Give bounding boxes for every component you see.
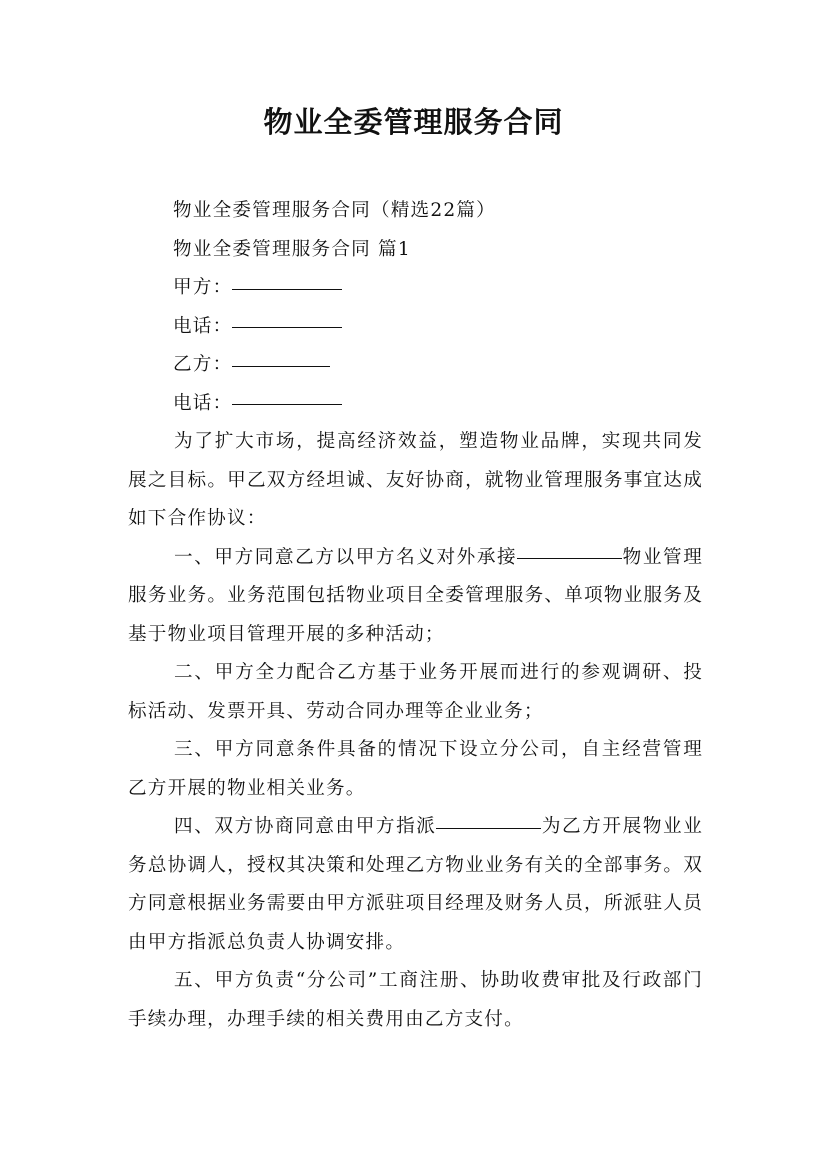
intro-paragraph: 为了扩大市场，提高经济效益，塑造物业品牌，实现共同发展之目标。甲乙双方经坦诚、友好协商，就物业管理服务事宜达成如下合作协议：: [128, 431, 703, 529]
party-a-blank: [232, 288, 342, 290]
party-a-label: 甲方：: [173, 277, 233, 298]
clause-1-before: 一、甲方同意乙方以甲方名义对外承接: [174, 546, 518, 568]
clause-1: [128, 539, 703, 655]
clause-1-blank: [517, 557, 622, 559]
clause-1-after: 物业管理服务业务。业务范围包括物业项目全委管理服务、单项物业服务及基于物业项目管理开展的多种活动；: [128, 546, 703, 645]
party-b-line: [128, 346, 703, 385]
clause-5: 五、甲方负责“分公司”工商注册、协助收费审批及行政部门手续办理，办理手续的相关费用由乙方支付。: [128, 970, 703, 1030]
clause-2: 二、甲方全力配合乙方基于业务开展而进行的参观调研、投标活动、发票开具、劳动合同办理等企业业务；: [128, 662, 703, 722]
phone-b-blank: [232, 403, 342, 405]
party-a-line: [128, 269, 703, 308]
phone-a-line: [128, 308, 703, 347]
chapter-heading: 物业全委管理服务合同 篇1: [173, 238, 411, 260]
phone-b-line: [128, 385, 703, 424]
clause-4-blank: [436, 827, 541, 829]
clause-3: 三、甲方同意条件具备的情况下设立分公司，自主经营管理乙方开展的物业相关业务。: [128, 739, 703, 799]
clause-4: [128, 808, 703, 962]
party-b-blank: [232, 365, 330, 367]
phone-a-label: 电话：: [173, 315, 233, 337]
party-b-label: 乙方：: [173, 354, 233, 375]
phone-a-blank: [232, 326, 342, 328]
document-body: [128, 192, 703, 1039]
clause-4-before: 四、双方协商同意由甲方指派: [174, 816, 437, 837]
subtitle-line: 物业全委管理服务合同（精选22篇）: [173, 200, 496, 221]
phone-b-label: 电话：: [173, 392, 233, 414]
clause-4-after: 为乙方开展物业业务总协调人，授权其决策和处理乙方物业业务有关的全部事务。双方同意根据业务需要由甲方派驻项目经理及财务人员，所派驻人员由甲方指派总负责人协调安排。: [128, 816, 703, 953]
document-title: 物业全委管理服务合同: [263, 105, 564, 139]
